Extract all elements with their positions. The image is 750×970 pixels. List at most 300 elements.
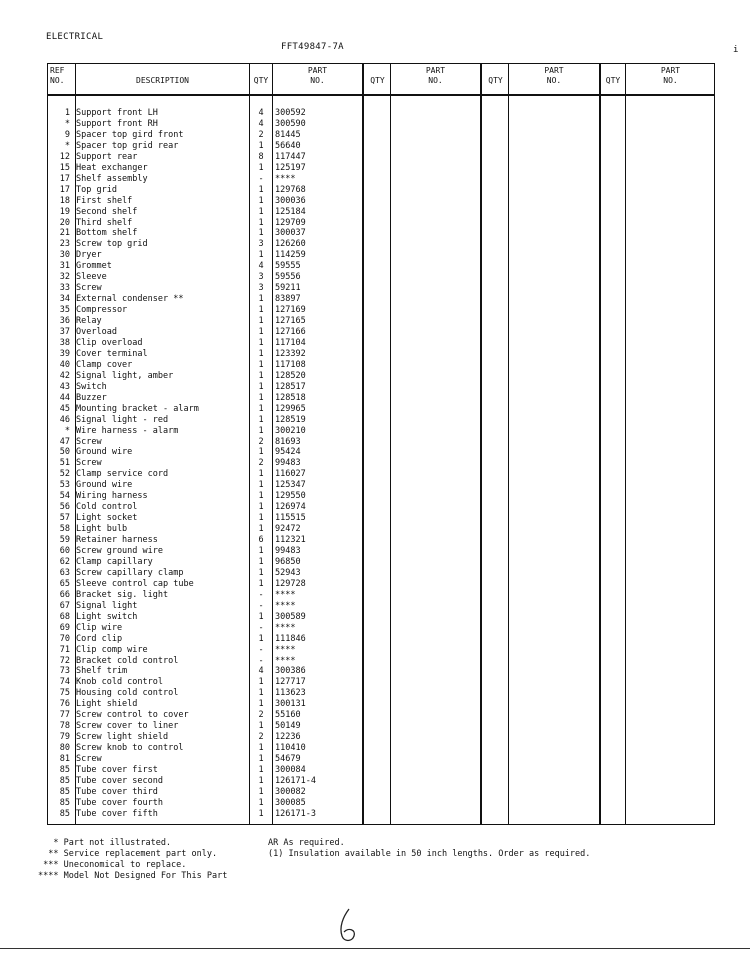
part-cell: 300386: [275, 666, 306, 677]
table-row: [48, 765, 714, 776]
description-cell: Grommet: [76, 261, 112, 272]
ref-cell: 37: [59, 327, 70, 337]
ref-cell: 42: [59, 370, 70, 381]
qty-cell: 1: [258, 743, 264, 754]
qty-cell: 1: [258, 327, 264, 337]
table-row: [48, 360, 714, 371]
qty-cell: -: [258, 173, 264, 184]
footnote: AR As required.: [268, 838, 345, 848]
table-row: [48, 185, 714, 196]
ref-cell: 85: [59, 765, 70, 775]
table-row: [48, 338, 714, 349]
qty-cell: 1: [258, 502, 264, 513]
description-cell: Top grid: [76, 184, 117, 195]
table-row: [48, 590, 714, 601]
description-cell: Second shelf: [76, 206, 138, 217]
qty-cell: 2: [258, 129, 264, 140]
table-row: [48, 327, 714, 338]
part-cell: 81693: [275, 436, 301, 447]
table-row: [48, 196, 714, 207]
description-cell: Support front RH: [76, 118, 158, 129]
part-cell: 127165: [275, 316, 306, 327]
ref-cell: 79: [59, 732, 70, 743]
description-cell: Light shield: [76, 699, 138, 710]
ref-cell: 34: [59, 294, 70, 305]
ref-cell: 35: [59, 305, 70, 316]
qty-cell: 4: [258, 666, 264, 677]
ref-cell: 39: [59, 348, 70, 359]
table-row: [48, 261, 714, 272]
qty-cell: 1: [258, 786, 264, 797]
description-cell: Light bulb: [76, 524, 128, 535]
ref-cell: 44: [59, 392, 70, 403]
part-cell: 126260: [275, 239, 306, 250]
qty-cell: 1: [258, 228, 264, 239]
ref-cell: 23: [59, 239, 70, 250]
qty-cell: 2: [258, 436, 264, 447]
table-row: [48, 513, 714, 524]
qty-cell: 1: [258, 491, 264, 502]
table-row: [48, 502, 714, 513]
col-header-part: PART NO.: [425, 66, 446, 85]
qty-cell: 2: [258, 732, 264, 743]
description-cell: Bracket cold control: [76, 655, 179, 666]
qty-cell: 3: [258, 239, 264, 250]
col-header-qty: QTY: [370, 76, 385, 85]
part-cell: 126171-3: [275, 808, 316, 819]
part-cell: 300082: [275, 786, 306, 797]
part-cell: 128520: [275, 370, 306, 381]
table-row: [48, 349, 714, 360]
ref-cell: 43: [59, 381, 70, 392]
ref-cell: 30: [59, 250, 70, 261]
col-header-part: PART NO.: [307, 66, 328, 85]
table-row: [48, 776, 714, 787]
table-row: [48, 108, 714, 119]
col-header-qty: QTY: [605, 76, 621, 85]
table-row: [48, 382, 714, 393]
ref-cell: 47: [59, 436, 70, 447]
description-cell: Support rear: [76, 151, 138, 162]
description-cell: Clamp capillary: [76, 556, 153, 567]
description-cell: Screw top grid: [76, 239, 148, 250]
part-cell: 300037: [275, 228, 306, 239]
description-cell: Screw ground wire: [76, 546, 163, 556]
ref-cell: 68: [59, 611, 70, 622]
part-cell: 129965: [275, 403, 306, 414]
description-cell: External condenser **: [76, 294, 184, 305]
table-row: [48, 404, 714, 415]
qty-cell: 1: [258, 184, 264, 195]
part-cell: 117108: [275, 359, 306, 370]
table-row: [48, 272, 714, 283]
description-cell: Third shelf: [76, 217, 133, 228]
ref-cell: 38: [59, 337, 70, 348]
part-cell: 300589: [275, 611, 306, 622]
ref-cell: 65: [59, 578, 70, 589]
footnote: **** Model Not Designed For This Part: [38, 871, 228, 881]
part-cell: 59211: [275, 283, 301, 294]
qty-cell: 1: [258, 721, 264, 732]
table-row: [48, 437, 714, 448]
ref-cell: 60: [59, 546, 70, 556]
description-cell: Light switch: [76, 611, 138, 622]
ref-cell: 20: [59, 217, 70, 228]
part-cell: 99483: [275, 546, 301, 556]
footnote: * Part not illustrated.: [38, 838, 172, 848]
qty-cell: 1: [258, 206, 264, 217]
qty-cell: -: [258, 600, 264, 611]
table-row: [48, 480, 714, 491]
ref-cell: 74: [59, 677, 70, 688]
description-cell: Overload: [76, 327, 117, 337]
table-row: [48, 546, 714, 557]
table-row: [48, 218, 714, 229]
part-cell: 300036: [275, 195, 306, 206]
table-row: [48, 568, 714, 579]
model-number: FFT49847-7A: [281, 42, 344, 52]
qty-cell: 1: [258, 513, 264, 524]
description-cell: Wiring harness: [76, 491, 148, 502]
description-cell: Tube cover second: [76, 775, 163, 786]
table-row: [48, 393, 714, 404]
part-cell: 128519: [275, 414, 306, 425]
qty-cell: 1: [258, 469, 264, 480]
footnote: (1) Insulation available in 50 inch lengths. Order as required.: [268, 849, 591, 859]
part-cell: 125184: [275, 206, 306, 217]
table-row: [48, 809, 714, 820]
qty-cell: 1: [258, 392, 264, 403]
part-cell: 115515: [275, 513, 306, 524]
part-cell: 128517: [275, 381, 306, 392]
description-cell: Mounting bracket - alarm: [76, 403, 199, 414]
qty-cell: 2: [258, 710, 264, 721]
ref-cell: 56: [59, 502, 70, 513]
description-cell: Screw control to cover: [76, 710, 189, 721]
qty-cell: 1: [258, 414, 264, 425]
qty-cell: 1: [258, 699, 264, 710]
description-cell: Cold control: [76, 502, 138, 513]
ref-cell: 67: [59, 600, 70, 611]
ref-cell: 78: [59, 721, 70, 732]
part-cell: ****: [275, 644, 296, 655]
part-cell: 50149: [275, 721, 301, 732]
footnote: *** Uneconomical to replace.: [38, 860, 187, 870]
bottom-rule: [0, 948, 750, 949]
part-cell: 113623: [275, 688, 306, 699]
table-row: [48, 119, 714, 130]
table-row: [48, 579, 714, 590]
qty-cell: 1: [258, 403, 264, 414]
part-cell: ****: [275, 622, 296, 633]
description-cell: Spacer top gird front: [76, 129, 184, 140]
description-cell: Support front LH: [76, 108, 158, 118]
part-cell: 129768: [275, 184, 306, 195]
table-row: [48, 754, 714, 765]
description-cell: Ground wire: [76, 480, 133, 491]
part-cell: 95424: [275, 447, 301, 458]
qty-cell: 1: [258, 688, 264, 699]
table-row: [48, 207, 714, 218]
table-row: [48, 666, 714, 677]
description-cell: Retainer harness: [76, 535, 158, 546]
qty-cell: 1: [258, 337, 264, 348]
ref-cell: 77: [59, 710, 70, 721]
part-cell: 126974: [275, 502, 306, 513]
table-row: [48, 469, 714, 480]
ref-cell: 1: [64, 108, 70, 118]
description-cell: Signal light: [76, 600, 138, 611]
ref-cell: 85: [59, 775, 70, 786]
ref-cell: 63: [59, 567, 70, 578]
part-cell: 125347: [275, 480, 306, 491]
description-cell: Screw cover to liner: [76, 721, 179, 732]
qty-cell: 1: [258, 359, 264, 370]
qty-cell: 1: [258, 381, 264, 392]
part-cell: 300210: [275, 425, 306, 436]
ref-cell: 54: [59, 491, 70, 502]
ref-cell: 9: [64, 129, 70, 140]
qty-cell: 1: [258, 578, 264, 589]
description-cell: Screw knob to control: [76, 743, 184, 754]
col-header-ref: REF NO.: [50, 66, 65, 85]
ref-cell: 66: [59, 589, 70, 600]
description-cell: Screw: [76, 283, 102, 294]
ref-cell: 71: [59, 644, 70, 655]
description-cell: Clip wire: [76, 622, 123, 633]
qty-cell: 1: [258, 808, 264, 819]
qty-cell: 6: [258, 535, 264, 546]
ref-cell: 33: [59, 283, 70, 294]
qty-cell: 1: [258, 765, 264, 775]
part-cell: ****: [275, 600, 296, 611]
part-cell: 123392: [275, 348, 306, 359]
table-row: [48, 732, 714, 743]
table-row: [48, 228, 714, 239]
table-row: [48, 535, 714, 546]
description-cell: Dryer: [76, 250, 102, 261]
table-row: [48, 688, 714, 699]
ref-cell: 31: [59, 261, 70, 272]
qty-cell: -: [258, 589, 264, 600]
ref-cell: 51: [59, 458, 70, 469]
part-cell: 125197: [275, 162, 306, 173]
ref-cell: 53: [59, 480, 70, 491]
qty-cell: 1: [258, 294, 264, 305]
col-header-part: PART NO.: [544, 66, 564, 85]
part-cell: 111846: [275, 633, 306, 644]
ref-cell: 40: [59, 359, 70, 370]
description-cell: Wire harness - alarm: [76, 425, 179, 436]
table-row: [48, 316, 714, 327]
qty-cell: 4: [258, 108, 264, 118]
part-cell: 126171-4: [275, 775, 316, 786]
table-row: [48, 656, 714, 667]
description-cell: Clip comp wire: [76, 644, 148, 655]
qty-cell: 1: [258, 348, 264, 359]
ref-cell: 52: [59, 469, 70, 480]
table-row: [48, 294, 714, 305]
qty-cell: 1: [258, 480, 264, 491]
description-cell: Shelf trim: [76, 666, 128, 677]
table-row: [48, 305, 714, 316]
part-cell: ****: [275, 589, 296, 600]
ref-cell: 12: [59, 151, 70, 162]
qty-cell: 1: [258, 250, 264, 261]
qty-cell: 4: [258, 118, 264, 129]
part-cell: 300084: [275, 765, 306, 775]
qty-cell: 1: [258, 611, 264, 622]
ref-cell: 46: [59, 414, 70, 425]
table-row: [48, 371, 714, 382]
ref-cell: 57: [59, 513, 70, 524]
part-cell: 129728: [275, 578, 306, 589]
ref-cell: 36: [59, 316, 70, 327]
description-cell: Bottom shelf: [76, 228, 138, 239]
part-cell: 59555: [275, 261, 301, 272]
ref-cell: 81: [59, 754, 70, 765]
table-row: [48, 634, 714, 645]
part-cell: 300085: [275, 797, 306, 808]
part-cell: 127166: [275, 327, 306, 337]
header-rule-2: [48, 95, 714, 96]
part-cell: 129550: [275, 491, 306, 502]
description-cell: Screw: [76, 458, 102, 469]
qty-cell: 1: [258, 370, 264, 381]
qty-cell: 1: [258, 633, 264, 644]
qty-cell: 3: [258, 283, 264, 294]
part-cell: 12236: [275, 732, 301, 743]
ref-cell: 85: [59, 808, 70, 819]
table-row: [48, 601, 714, 612]
qty-cell: -: [258, 622, 264, 633]
table-row: [48, 677, 714, 688]
col-header-description: DESCRIPTION: [136, 76, 189, 85]
description-cell: Knob cold control: [76, 677, 163, 688]
ref-cell: 45: [59, 403, 70, 414]
description-cell: Buzzer: [76, 392, 107, 403]
ref-cell: 76: [59, 699, 70, 710]
part-cell: 81445: [275, 129, 301, 140]
description-cell: Tube cover fourth: [76, 797, 163, 808]
table-row: [48, 623, 714, 634]
description-cell: Cover terminal: [76, 348, 148, 359]
ref-cell: 73: [59, 666, 70, 677]
part-cell: 128518: [275, 392, 306, 403]
qty-cell: 1: [258, 567, 264, 578]
qty-cell: 1: [258, 217, 264, 228]
qty-cell: 1: [258, 546, 264, 556]
qty-cell: 2: [258, 458, 264, 469]
qty-cell: 1: [258, 140, 264, 151]
table-row: [48, 163, 714, 174]
part-cell: 117447: [275, 151, 306, 162]
qty-cell: 1: [258, 677, 264, 688]
description-cell: Signal light - red: [76, 414, 169, 425]
qty-cell: 1: [258, 524, 264, 535]
description-cell: Signal light, amber: [76, 370, 174, 381]
ref-cell: 17: [59, 173, 70, 184]
qty-cell: 1: [258, 316, 264, 327]
description-cell: Shelf assembly: [76, 173, 148, 184]
description-cell: Heat exchanger: [76, 162, 148, 173]
table-row: [48, 557, 714, 568]
footnotes-left: [38, 838, 227, 882]
corner-mark: i: [733, 45, 739, 55]
col-header-qty: QTY: [488, 76, 503, 85]
description-cell: Housing cold control: [76, 688, 179, 699]
table-row: [48, 458, 714, 469]
description-cell: Relay: [76, 316, 102, 327]
description-cell: Spacer top grid rear: [76, 140, 179, 151]
table-row: [48, 612, 714, 623]
description-cell: Clamp service cord: [76, 469, 169, 480]
table-row: [48, 699, 714, 710]
description-cell: Clamp cover: [76, 359, 133, 370]
ref-cell: 85: [59, 786, 70, 797]
description-cell: Screw capillary clamp: [76, 567, 184, 578]
description-cell: Screw light shield: [76, 732, 169, 743]
part-cell: 127169: [275, 305, 306, 316]
ref-cell: 21: [59, 228, 70, 239]
table-row: [48, 152, 714, 163]
footnote: ** Service replacement part only.: [38, 849, 218, 859]
description-cell: Compressor: [76, 305, 128, 316]
table-row: [48, 787, 714, 798]
qty-cell: 1: [258, 425, 264, 436]
table-row: [48, 283, 714, 294]
part-cell: 52943: [275, 567, 301, 578]
table-row: [48, 447, 714, 458]
table-row: [48, 174, 714, 185]
ref-cell: 18: [59, 195, 70, 206]
qty-cell: 1: [258, 447, 264, 458]
ref-cell: 59: [59, 535, 70, 546]
qty-cell: 1: [258, 162, 264, 173]
part-cell: 83897: [275, 294, 301, 305]
part-cell: 56640: [275, 140, 301, 151]
ref-cell: 19: [59, 206, 70, 217]
qty-cell: 1: [258, 775, 264, 786]
ref-cell: *: [64, 140, 70, 151]
qty-cell: 1: [258, 556, 264, 567]
handwritten-page-number: [335, 905, 365, 945]
part-cell: ****: [275, 655, 296, 666]
ref-cell: 70: [59, 633, 70, 644]
description-cell: Tube cover fifth: [76, 808, 158, 819]
col-header-part: PART NO.: [660, 66, 681, 85]
qty-cell: 1: [258, 195, 264, 206]
qty-cell: 1: [258, 305, 264, 316]
part-cell: 114259: [275, 250, 306, 261]
ref-cell: 17: [59, 184, 70, 195]
ref-cell: 72: [59, 655, 70, 666]
ref-cell: 50: [59, 447, 70, 458]
description-cell: Clip overload: [76, 337, 143, 348]
part-cell: 300592: [275, 108, 306, 118]
parts-table: [47, 63, 715, 825]
description-cell: Screw: [76, 754, 102, 765]
col-header-qty: QTY: [253, 76, 269, 85]
description-cell: Ground wire: [76, 447, 133, 458]
table-row: [48, 141, 714, 152]
part-cell: 59556: [275, 272, 301, 283]
table-row: [48, 710, 714, 721]
part-cell: 55160: [275, 710, 301, 721]
table-row: [48, 491, 714, 502]
qty-cell: 1: [258, 754, 264, 765]
qty-cell: 1: [258, 797, 264, 808]
